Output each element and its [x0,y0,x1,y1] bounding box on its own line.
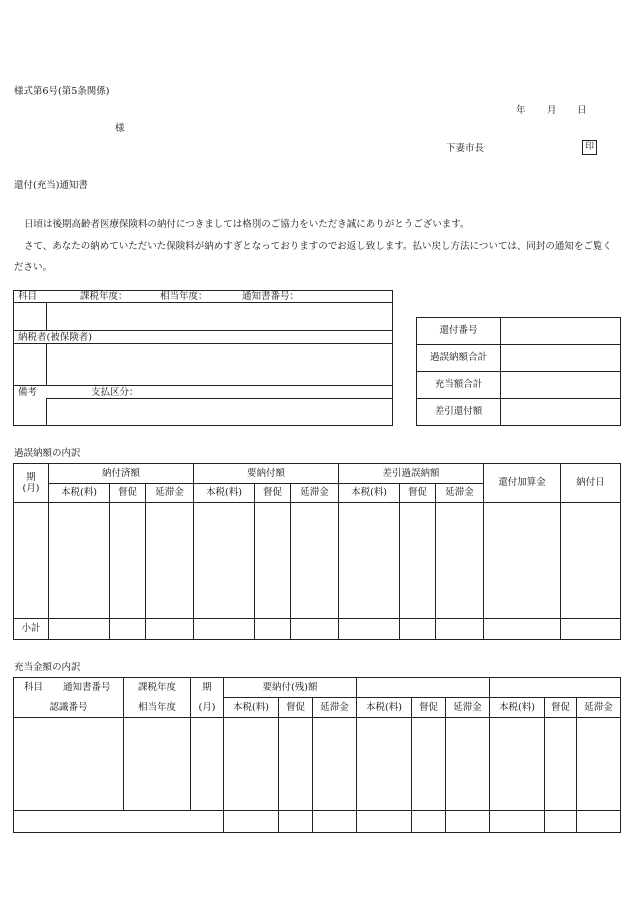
info-subject-label: 科目 [18,291,38,302]
appropriation-total-label-cell [14,811,224,833]
info-box [13,290,393,426]
info-box-line [13,343,393,344]
refund-explanation-paragraph: さて、あなたの納めていただいた保険料が納めすぎとなっておりますのでお返し致します。払い戻し方法については、同封の通知をご覧ください。 [14,241,612,273]
info-box-line [13,330,393,331]
appr-late-fee-header-1: 延滞金 [313,698,357,718]
info-box-line [46,398,393,399]
appropriation-subject-label: 科目 [24,682,44,694]
overpayment-subtotal-row [14,619,621,640]
net-refund-label: 差引還付額 [417,399,501,426]
form-number: 様式第6号(第5条関係) [14,86,110,97]
info-remarks-label: 備考 [18,387,38,398]
appropriation-total-row [14,811,621,833]
paid-amount-header: 納付済額 [49,464,194,484]
date-month-label: 月 [547,105,557,116]
net-overpayment-header: 差引過誤納額 [339,464,484,484]
appropriation-total-value [501,372,621,399]
paid-late-fee-header: 延滞金 [146,484,194,503]
greeting-paragraph: 日頃は後期高齢者医療保険料の納付につきましては格別のご協力をいただき誠にありがとうございます。 [24,219,470,230]
info-box-line [13,385,393,386]
required-principal-header: 本税(料) [194,484,255,503]
refund-summary-table [416,317,621,426]
appropriation-month-header: (月) [191,698,224,718]
appr-reminder-header-1: 督促 [279,698,313,718]
appr-principal-header-2: 本税(料) [357,698,412,718]
overpayment-table [13,463,621,640]
info-tax-year-label: 課税年度： [80,291,128,302]
overpayment-body-row [14,503,621,619]
info-applicable-year-label: 相当年度： [160,291,208,302]
info-box-divider [46,398,47,426]
appropriation-period-header: 期 [191,678,224,698]
appropriation-tax-year-header: 課税年度 [124,678,191,698]
appropriation-table [13,677,621,833]
info-taxpayer-label: 納税者(被保険者) [18,332,92,343]
appropriation-applicable-year-header: 相当年度 [124,698,191,718]
appropriation-section-title: 充当金額の内訳 [14,662,81,673]
date-day-label: 日 [577,105,587,116]
appr-reminder-header-2: 督促 [412,698,446,718]
refund-number-value [501,318,621,345]
issuer-name: 下妻市長 [446,143,485,154]
period-header-text: 期 [26,471,36,483]
document-title: 還付(充当)通知書 [14,180,88,191]
info-box-line [13,302,393,303]
appropriation-group-2-header [357,678,490,698]
seal-mark: 印 [582,140,597,155]
period-header-month: (月) [22,483,40,494]
period-header [14,464,49,503]
net-reminder-header: 督促 [400,484,436,503]
appropriation-total-label: 充当額合計 [417,372,501,399]
info-box-divider [46,302,47,330]
overpayment-total-label: 過誤納額合計 [417,345,501,372]
info-box-divider [46,343,47,385]
appropriation-group-3-header [490,678,621,698]
required-amount-header: 要納付額 [194,464,339,484]
required-remaining-header: 要納付(残)額 [224,678,357,698]
payment-date-header: 納付日 [561,464,621,503]
subtotal-label: 小計 [14,619,49,640]
refund-addition-header: 還付加算金 [484,464,561,503]
recipient-suffix: 様 [115,123,125,134]
paid-principal-header: 本税(料) [49,484,110,503]
info-payment-category-label: 支払区分： [91,387,139,398]
overpayment-section-title: 過誤納額の内訳 [14,448,81,459]
appr-late-fee-header-2: 延滞金 [446,698,490,718]
subject-notice-header [14,678,124,698]
appropriation-body-row [14,718,621,811]
refund-number-label: 還付番号 [417,318,501,345]
appr-principal-header-3: 本税(料) [490,698,545,718]
appr-reminder-header-3: 督促 [545,698,577,718]
date-year-label: 年 [516,105,526,116]
appr-late-fee-header-3: 延滞金 [577,698,621,718]
net-late-fee-header: 延滞金 [436,484,484,503]
overpayment-total-value [501,345,621,372]
required-reminder-header: 督促 [255,484,291,503]
recognition-number-header: 認識番号 [14,698,124,718]
required-late-fee-header: 延滞金 [291,484,339,503]
info-notice-number-label: 通知書番号： [242,291,300,302]
appropriation-notice-number-label: 通知書番号 [63,682,111,694]
appr-principal-header-1: 本税(料) [224,698,279,718]
net-refund-value [501,399,621,426]
paid-reminder-header: 督促 [110,484,146,503]
net-principal-header: 本税(料) [339,484,400,503]
